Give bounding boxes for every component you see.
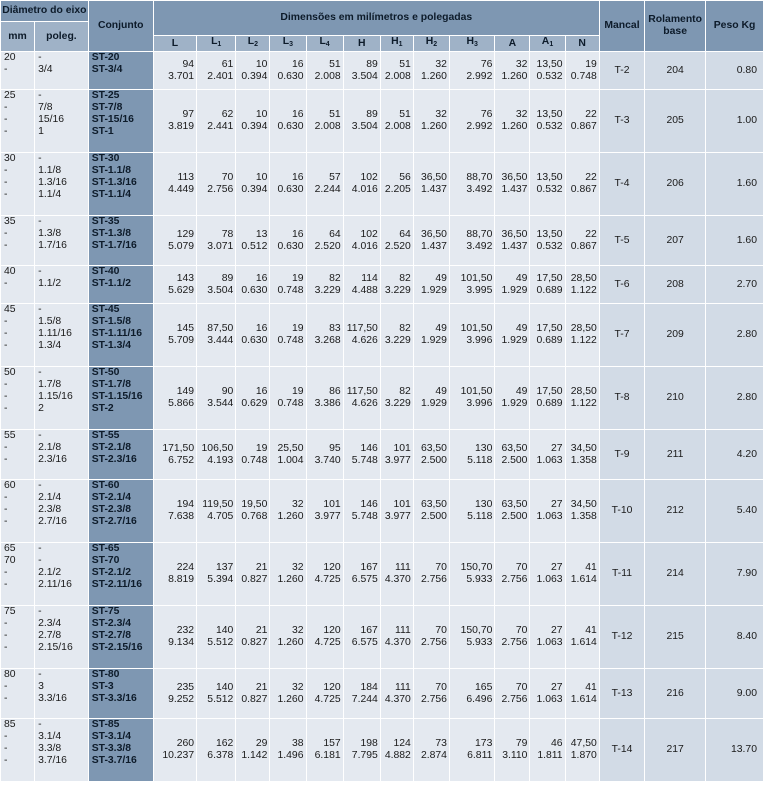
dimension-header (380, 36, 413, 52)
dimension-cell: 150,70 5.933 (449, 543, 494, 606)
dimension-cell: 63,50 2.500 (495, 480, 530, 543)
dimension-cell: 150,70 5.933 (449, 606, 494, 669)
dimension-cell: 32 1.260 (413, 90, 449, 153)
inch-cell: - 1.1/8 1.3/16 1.1/4 (35, 153, 89, 216)
dimension-cell: 49 1.929 (413, 304, 449, 367)
dimension-cell: 27 1.063 (530, 543, 565, 606)
dimension-cell: 73 2.874 (413, 719, 449, 782)
dimension-cell: 51 2.008 (380, 52, 413, 90)
dimension-subscript: 3 (289, 41, 294, 48)
dimension-cell: 120 4.725 (306, 543, 343, 606)
mm-cell: 45 - - - (1, 304, 35, 367)
dimension-cell: 130 5.118 (449, 480, 494, 543)
bearing-cell: 204 (645, 52, 706, 90)
dimension-cell: 32 1.260 (495, 52, 530, 90)
dimension-cell: 111 4.370 (380, 669, 413, 719)
dimension-cell: 124 4.882 (380, 719, 413, 782)
dimension-cell: 13,50 0.532 (530, 52, 565, 90)
housing-cell: T-2 (599, 52, 644, 90)
dimension-cell: 114 4.488 (343, 266, 380, 304)
dimension-cell: 149 5.866 (153, 367, 196, 430)
dimension-cell: 36,50 1.437 (495, 216, 530, 266)
dimension-cell: 49 1.929 (413, 367, 449, 430)
dimension-cell: 82 3.229 (380, 367, 413, 430)
dimension-cell: 87,50 3.444 (197, 304, 236, 367)
dimension-cell: 10 0.394 (236, 52, 270, 90)
dimension-cell: 232 9.134 (153, 606, 196, 669)
dimension-cell: 13,50 0.532 (530, 216, 565, 266)
table-row (1, 606, 764, 669)
dimension-cell: 49 1.929 (495, 304, 530, 367)
dimension-cell: 70 2.756 (413, 669, 449, 719)
dimension-cell: 101,50 3.995 (449, 266, 494, 304)
housing-cell: T-4 (599, 153, 644, 216)
dimension-cell: 41 1.614 (565, 669, 599, 719)
dimension-cell: 88,70 3.492 (449, 216, 494, 266)
mm-header: mm (1, 22, 35, 52)
dimension-cell: 16 0.629 (236, 367, 270, 430)
dimension-cell: 101 3.977 (380, 480, 413, 543)
dimension-cell: 19 0.748 (270, 266, 306, 304)
assembly-cell: ST-45 ST-1.5/8 ST-1.11/16 ST-1.3/4 (88, 304, 153, 367)
weight-cell: 8.40 (706, 606, 764, 669)
dimension-cell: 70 2.756 (413, 606, 449, 669)
weight-cell: 4.20 (706, 430, 764, 480)
dimension-cell: 137 5.394 (197, 543, 236, 606)
dimension-cell: 36,50 1.437 (413, 216, 449, 266)
housing-cell: T-6 (599, 266, 644, 304)
dimension-letter: H (466, 36, 474, 47)
dimension-cell: 38 1.496 (270, 719, 306, 782)
assembly-cell: ST-55 ST-2.1/8 ST-2.3/16 (88, 430, 153, 480)
dimension-cell: 143 5.629 (153, 266, 196, 304)
dimension-cell: 28,50 1.122 (565, 367, 599, 430)
mm-cell: 85 - - - (1, 719, 35, 782)
dimension-cell: 41 1.614 (565, 606, 599, 669)
dimension-cell: 36,50 1.437 (495, 153, 530, 216)
dimension-cell: 95 3.740 (306, 430, 343, 480)
weight-cell: 5.40 (706, 480, 764, 543)
dimension-cell: 106,50 4.193 (197, 430, 236, 480)
dimension-cell: 19 0.748 (565, 52, 599, 90)
dimension-cell: 82 3.229 (380, 304, 413, 367)
dimension-cell: 102 4.016 (343, 153, 380, 216)
dimension-letter: A (541, 36, 550, 47)
dimension-subscript: 1 (217, 41, 222, 48)
mm-cell: 75 - - - (1, 606, 35, 669)
assembly-cell: ST-35 ST-1.3/8 ST-1.7/16 (88, 216, 153, 266)
mm-cell: 60 - - - (1, 480, 35, 543)
housing-cell: T-7 (599, 304, 644, 367)
dimension-cell: 32 1.260 (270, 669, 306, 719)
dimension-header (495, 36, 530, 52)
dimension-cell: 51 2.008 (380, 90, 413, 153)
dimension-cell: 17,50 0.689 (530, 304, 565, 367)
dimension-cell: 224 8.819 (153, 543, 196, 606)
dimension-cell: 56 2.205 (380, 153, 413, 216)
inch-cell: - 1.5/8 1.11/16 1.3/4 (35, 304, 89, 367)
dimension-cell: 16 0.630 (270, 216, 306, 266)
dimension-subscript: 1 (549, 41, 554, 48)
dimension-letter: H (357, 37, 366, 49)
bearing-cell: 212 (645, 480, 706, 543)
table-row (1, 90, 764, 153)
dimension-cell: 64 2.520 (306, 216, 343, 266)
dimension-subscript: 2 (254, 41, 258, 48)
table-row (1, 153, 764, 216)
table-row (1, 669, 764, 719)
table-row (1, 52, 764, 90)
dimension-cell: 10 0.394 (236, 90, 270, 153)
dimension-cell: 16 0.630 (270, 52, 306, 90)
dimension-cell: 19 0.748 (270, 367, 306, 430)
assembly-cell: ST-85 ST-3.1/4 ST-3.3/8 ST-3.7/16 (88, 719, 153, 782)
dimension-cell: 70 2.756 (413, 543, 449, 606)
dimension-subscript: 4 (325, 41, 330, 48)
dimension-cell: 32 1.260 (495, 90, 530, 153)
dimension-cell: 194 7.638 (153, 480, 196, 543)
dimension-cell: 34,50 1.358 (565, 430, 599, 480)
dimension-cell: 82 3.229 (306, 266, 343, 304)
dimension-cell: 167 6.575 (343, 606, 380, 669)
dimension-cell: 165 6.496 (449, 669, 494, 719)
dimension-header (343, 36, 380, 52)
housing-header: Mancal (599, 1, 644, 52)
dimension-cell: 198 7.795 (343, 719, 380, 782)
assembly-cell: ST-50 ST-1.7/8 ST-1.15/16 ST-2 (88, 367, 153, 430)
dimension-cell: 61 2.401 (197, 52, 236, 90)
weight-cell: 9.00 (706, 669, 764, 719)
bearing-cell: 206 (645, 153, 706, 216)
dimension-cell: 260 10.237 (153, 719, 196, 782)
dimension-letter: L (319, 36, 326, 47)
dimension-cell: 120 4.725 (306, 606, 343, 669)
dimension-cell: 27 1.063 (530, 669, 565, 719)
dimension-cell: 70 2.756 (495, 543, 530, 606)
assembly-header: Conjunto (88, 1, 153, 52)
housing-cell: T-12 (599, 606, 644, 669)
dimension-cell: 111 4.370 (380, 606, 413, 669)
dimension-cell: 46 1.811 (530, 719, 565, 782)
assembly-cell: ST-40 ST-1.1/2 (88, 266, 153, 304)
inch-cell: - 2.3/4 2.7/8 2.15/16 (35, 606, 89, 669)
dimension-cell: 111 4.370 (380, 543, 413, 606)
table-row (1, 216, 764, 266)
inch-header: poleg. (35, 22, 89, 52)
dimension-cell: 27 1.063 (530, 430, 565, 480)
weight-cell: 1.60 (706, 216, 764, 266)
dimension-cell: 76 2.992 (449, 52, 494, 90)
housing-cell: T-10 (599, 480, 644, 543)
dimension-cell: 36,50 1.437 (413, 153, 449, 216)
housing-cell: T-14 (599, 719, 644, 782)
dimension-letter: L (247, 36, 255, 47)
assembly-cell: ST-65 ST-70 ST-2.1/2 ST-2.11/16 (88, 543, 153, 606)
mm-cell: 80 - - (1, 669, 35, 719)
mm-cell: 55 - - (1, 430, 35, 480)
dimension-letter: A (508, 37, 517, 49)
inch-cell: - 3 3.3/16 (35, 669, 89, 719)
dimension-cell: 49 1.929 (413, 266, 449, 304)
dimension-header (306, 36, 343, 52)
assembly-cell: ST-75 ST-2.3/4 ST-2.7/8 ST-2.15/16 (88, 606, 153, 669)
dimension-cell: 90 3.544 (197, 367, 236, 430)
bearing-cell: 215 (645, 606, 706, 669)
dimension-cell: 113 4.449 (153, 153, 196, 216)
dimension-cell: 22 0.867 (565, 90, 599, 153)
dimension-cell: 10 0.394 (236, 153, 270, 216)
mm-cell: 25 - - - (1, 90, 35, 153)
dimension-cell: 88,70 3.492 (449, 153, 494, 216)
bearing-cell: 210 (645, 367, 706, 430)
table-row (1, 266, 764, 304)
dimension-cell: 51 2.008 (306, 90, 343, 153)
dimension-cell: 145 5.709 (153, 304, 196, 367)
dimension-cell: 17,50 0.689 (530, 266, 565, 304)
dimension-cell: 89 3.504 (343, 90, 380, 153)
table-row (1, 480, 764, 543)
dimension-cell: 16 0.630 (270, 90, 306, 153)
dimension-header (270, 36, 306, 52)
dimension-cell: 19,50 0.768 (236, 480, 270, 543)
housing-cell: T-8 (599, 367, 644, 430)
housing-cell: T-3 (599, 90, 644, 153)
dimension-cell: 70 2.756 (495, 669, 530, 719)
weight-cell: 2.80 (706, 304, 764, 367)
dimension-header (153, 36, 196, 52)
dimension-cell: 32 1.260 (413, 52, 449, 90)
bearing-cell: 209 (645, 304, 706, 367)
assembly-cell: ST-25 ST-7/8 ST-15/16 ST-1 (88, 90, 153, 153)
dimension-cell: 32 1.260 (270, 606, 306, 669)
dimension-header (530, 36, 565, 52)
weight-cell: 2.70 (706, 266, 764, 304)
housing-cell: T-13 (599, 669, 644, 719)
weight-cell: 0.80 (706, 52, 764, 90)
dimension-cell: 13,50 0.532 (530, 153, 565, 216)
dimension-cell: 157 6.181 (306, 719, 343, 782)
dimension-cell: 28,50 1.122 (565, 266, 599, 304)
dimension-header (413, 36, 449, 52)
inch-cell: - 1.3/8 1.7/16 (35, 216, 89, 266)
dimension-header (565, 36, 599, 52)
table-row (1, 367, 764, 430)
assembly-cell: ST-20 ST-3/4 (88, 52, 153, 90)
assembly-cell: ST-30 ST-1.1/8 ST-1.3/16 ST-1.1/4 (88, 153, 153, 216)
dimension-cell: 101,50 3.996 (449, 304, 494, 367)
dimension-cell: 97 3.819 (153, 90, 196, 153)
dimension-letter: N (578, 37, 586, 49)
dimension-cell: 184 7.244 (343, 669, 380, 719)
inch-cell: - 3/4 (35, 52, 89, 90)
weight-cell: 7.90 (706, 543, 764, 606)
inch-cell: - 3.1/4 3.3/8 3.7/16 (35, 719, 89, 782)
dimension-header (236, 36, 270, 52)
inch-cell: - 2.1/4 2.3/8 2.7/16 (35, 480, 89, 543)
dimension-cell: 117,50 4.626 (343, 304, 380, 367)
dimension-cell: 101,50 3.996 (449, 367, 494, 430)
dimension-cell: 173 6.811 (449, 719, 494, 782)
bearing-cell: 217 (645, 719, 706, 782)
housing-cell: T-11 (599, 543, 644, 606)
dimension-cell: 76 2.992 (449, 90, 494, 153)
mm-cell: 35 - - (1, 216, 35, 266)
dimension-subscript: 3 (473, 41, 478, 48)
dimension-cell: 167 6.575 (343, 543, 380, 606)
dimension-cell: 129 5.079 (153, 216, 196, 266)
dimension-cell: 140 5.512 (197, 669, 236, 719)
dimension-cell: 16 0.630 (270, 153, 306, 216)
dimension-cell: 32 1.260 (270, 543, 306, 606)
table-row (1, 719, 764, 782)
inch-cell: - 1.7/8 1.15/16 2 (35, 367, 89, 430)
dimension-cell: 32 1.260 (270, 480, 306, 543)
dimension-cell: 120 4.725 (306, 669, 343, 719)
dimension-cell: 41 1.614 (565, 543, 599, 606)
bearing-cell: 214 (645, 543, 706, 606)
dimension-cell: 13,50 0.532 (530, 90, 565, 153)
dimension-cell: 13 0.512 (236, 216, 270, 266)
dimension-cell: 51 2.008 (306, 52, 343, 90)
dimension-cell: 101 3.977 (306, 480, 343, 543)
table-row (1, 430, 764, 480)
weight-cell: 1.60 (706, 153, 764, 216)
inch-cell: - - 2.1/2 2.11/16 (35, 543, 89, 606)
dimensions-header: Dimensões em milímetros e polegadas (153, 1, 599, 36)
weight-cell: 13.70 (706, 719, 764, 782)
dimension-cell: 49 1.929 (495, 266, 530, 304)
dimension-cell: 102 4.016 (343, 216, 380, 266)
dimension-cell: 83 3.268 (306, 304, 343, 367)
housing-cell: T-9 (599, 430, 644, 480)
dimension-cell: 162 6.378 (197, 719, 236, 782)
dimension-cell: 16 0.630 (236, 266, 270, 304)
dimension-cell: 21 0.827 (236, 669, 270, 719)
dimension-cell: 28,50 1.122 (565, 304, 599, 367)
mm-cell: 40 - (1, 266, 35, 304)
dimension-cell: 94 3.701 (153, 52, 196, 90)
dimension-cell: 146 5.748 (343, 430, 380, 480)
dimension-cell: 89 3.504 (197, 266, 236, 304)
dimension-letter: H (425, 36, 434, 47)
dimension-cell: 101 3.977 (380, 430, 413, 480)
mm-cell: 20 - (1, 52, 35, 90)
dimension-header (197, 36, 236, 52)
dimension-cell: 79 3.110 (495, 719, 530, 782)
weight-cell: 2.80 (706, 367, 764, 430)
dimension-cell: 89 3.504 (343, 52, 380, 90)
dimension-cell: 22 0.867 (565, 216, 599, 266)
dimension-cell: 27 1.063 (530, 606, 565, 669)
dimension-cell: 86 3.386 (306, 367, 343, 430)
dimension-cell: 63,50 2.500 (495, 430, 530, 480)
dimension-cell: 21 0.827 (236, 606, 270, 669)
dimension-cell: 27 1.063 (530, 480, 565, 543)
mm-cell: 30 - - - (1, 153, 35, 216)
dimension-cell: 21 0.827 (236, 543, 270, 606)
dimension-cell: 63,50 2.500 (413, 480, 449, 543)
dimension-cell: 16 0.630 (236, 304, 270, 367)
dimension-cell: 17,50 0.689 (530, 367, 565, 430)
table-row (1, 304, 764, 367)
dimension-cell: 117,50 4.626 (343, 367, 380, 430)
inch-cell: - 1.1/2 (35, 266, 89, 304)
dimension-subscript: 2 (433, 41, 438, 48)
dimension-cell: 235 9.252 (153, 669, 196, 719)
mm-cell: 65 70 - - (1, 543, 35, 606)
assembly-cell: ST-60 ST-2.1/4 ST-2.3/8 ST-2.7/16 (88, 480, 153, 543)
dimension-cell: 70 2.756 (495, 606, 530, 669)
shaft-diameter-header: Diâmetro do eixo (1, 1, 89, 22)
dimension-cell: 57 2.244 (306, 153, 343, 216)
dimension-cell: 63,50 2.500 (413, 430, 449, 480)
dimension-cell: 34,50 1.358 (565, 480, 599, 543)
dimension-cell: 29 1.142 (236, 719, 270, 782)
bearing-cell: 207 (645, 216, 706, 266)
dimension-subscript: 1 (398, 41, 403, 48)
dimension-cell: 119,50 4.705 (197, 480, 236, 543)
dimension-letter: L (211, 36, 218, 47)
dimension-cell: 82 3.229 (380, 266, 413, 304)
dimension-cell: 78 3.071 (197, 216, 236, 266)
housing-cell: T-5 (599, 216, 644, 266)
inch-cell: - 7/8 15/16 1 (35, 90, 89, 153)
dimension-cell: 130 5.118 (449, 430, 494, 480)
dimension-cell: 171,50 6.752 (153, 430, 196, 480)
bearing-cell: 211 (645, 430, 706, 480)
inch-cell: - 2.1/8 2.3/16 (35, 430, 89, 480)
dimension-cell: 19 0.748 (270, 304, 306, 367)
bearing-cell: 208 (645, 266, 706, 304)
assembly-cell: ST-80 ST-3 ST-3.3/16 (88, 669, 153, 719)
dimension-cell: 25,50 1.004 (270, 430, 306, 480)
dimension-cell: 49 1.929 (495, 367, 530, 430)
dimension-letter: L (171, 37, 179, 49)
bearing-cell: 205 (645, 90, 706, 153)
bearing-cell: 216 (645, 669, 706, 719)
dimension-cell: 62 2.441 (197, 90, 236, 153)
dimension-header (449, 36, 494, 52)
weight-cell: 1.00 (706, 90, 764, 153)
dimension-cell: 70 2.756 (197, 153, 236, 216)
mm-cell: 50 - - - (1, 367, 35, 430)
dimension-cell: 47,50 1.870 (565, 719, 599, 782)
dimension-cell: 140 5.512 (197, 606, 236, 669)
table-row (1, 543, 764, 606)
dimension-cell: 22 0.867 (565, 153, 599, 216)
dimension-letter: L (282, 36, 290, 47)
dimension-cell: 146 5.748 (343, 480, 380, 543)
weight-header: Peso Kg (706, 1, 764, 52)
dimension-cell: 19 0.748 (236, 430, 270, 480)
base-bearing-header: Rolamento base (645, 1, 706, 52)
dimension-cell: 64 2.520 (380, 216, 413, 266)
dimension-letter: H (391, 36, 399, 47)
